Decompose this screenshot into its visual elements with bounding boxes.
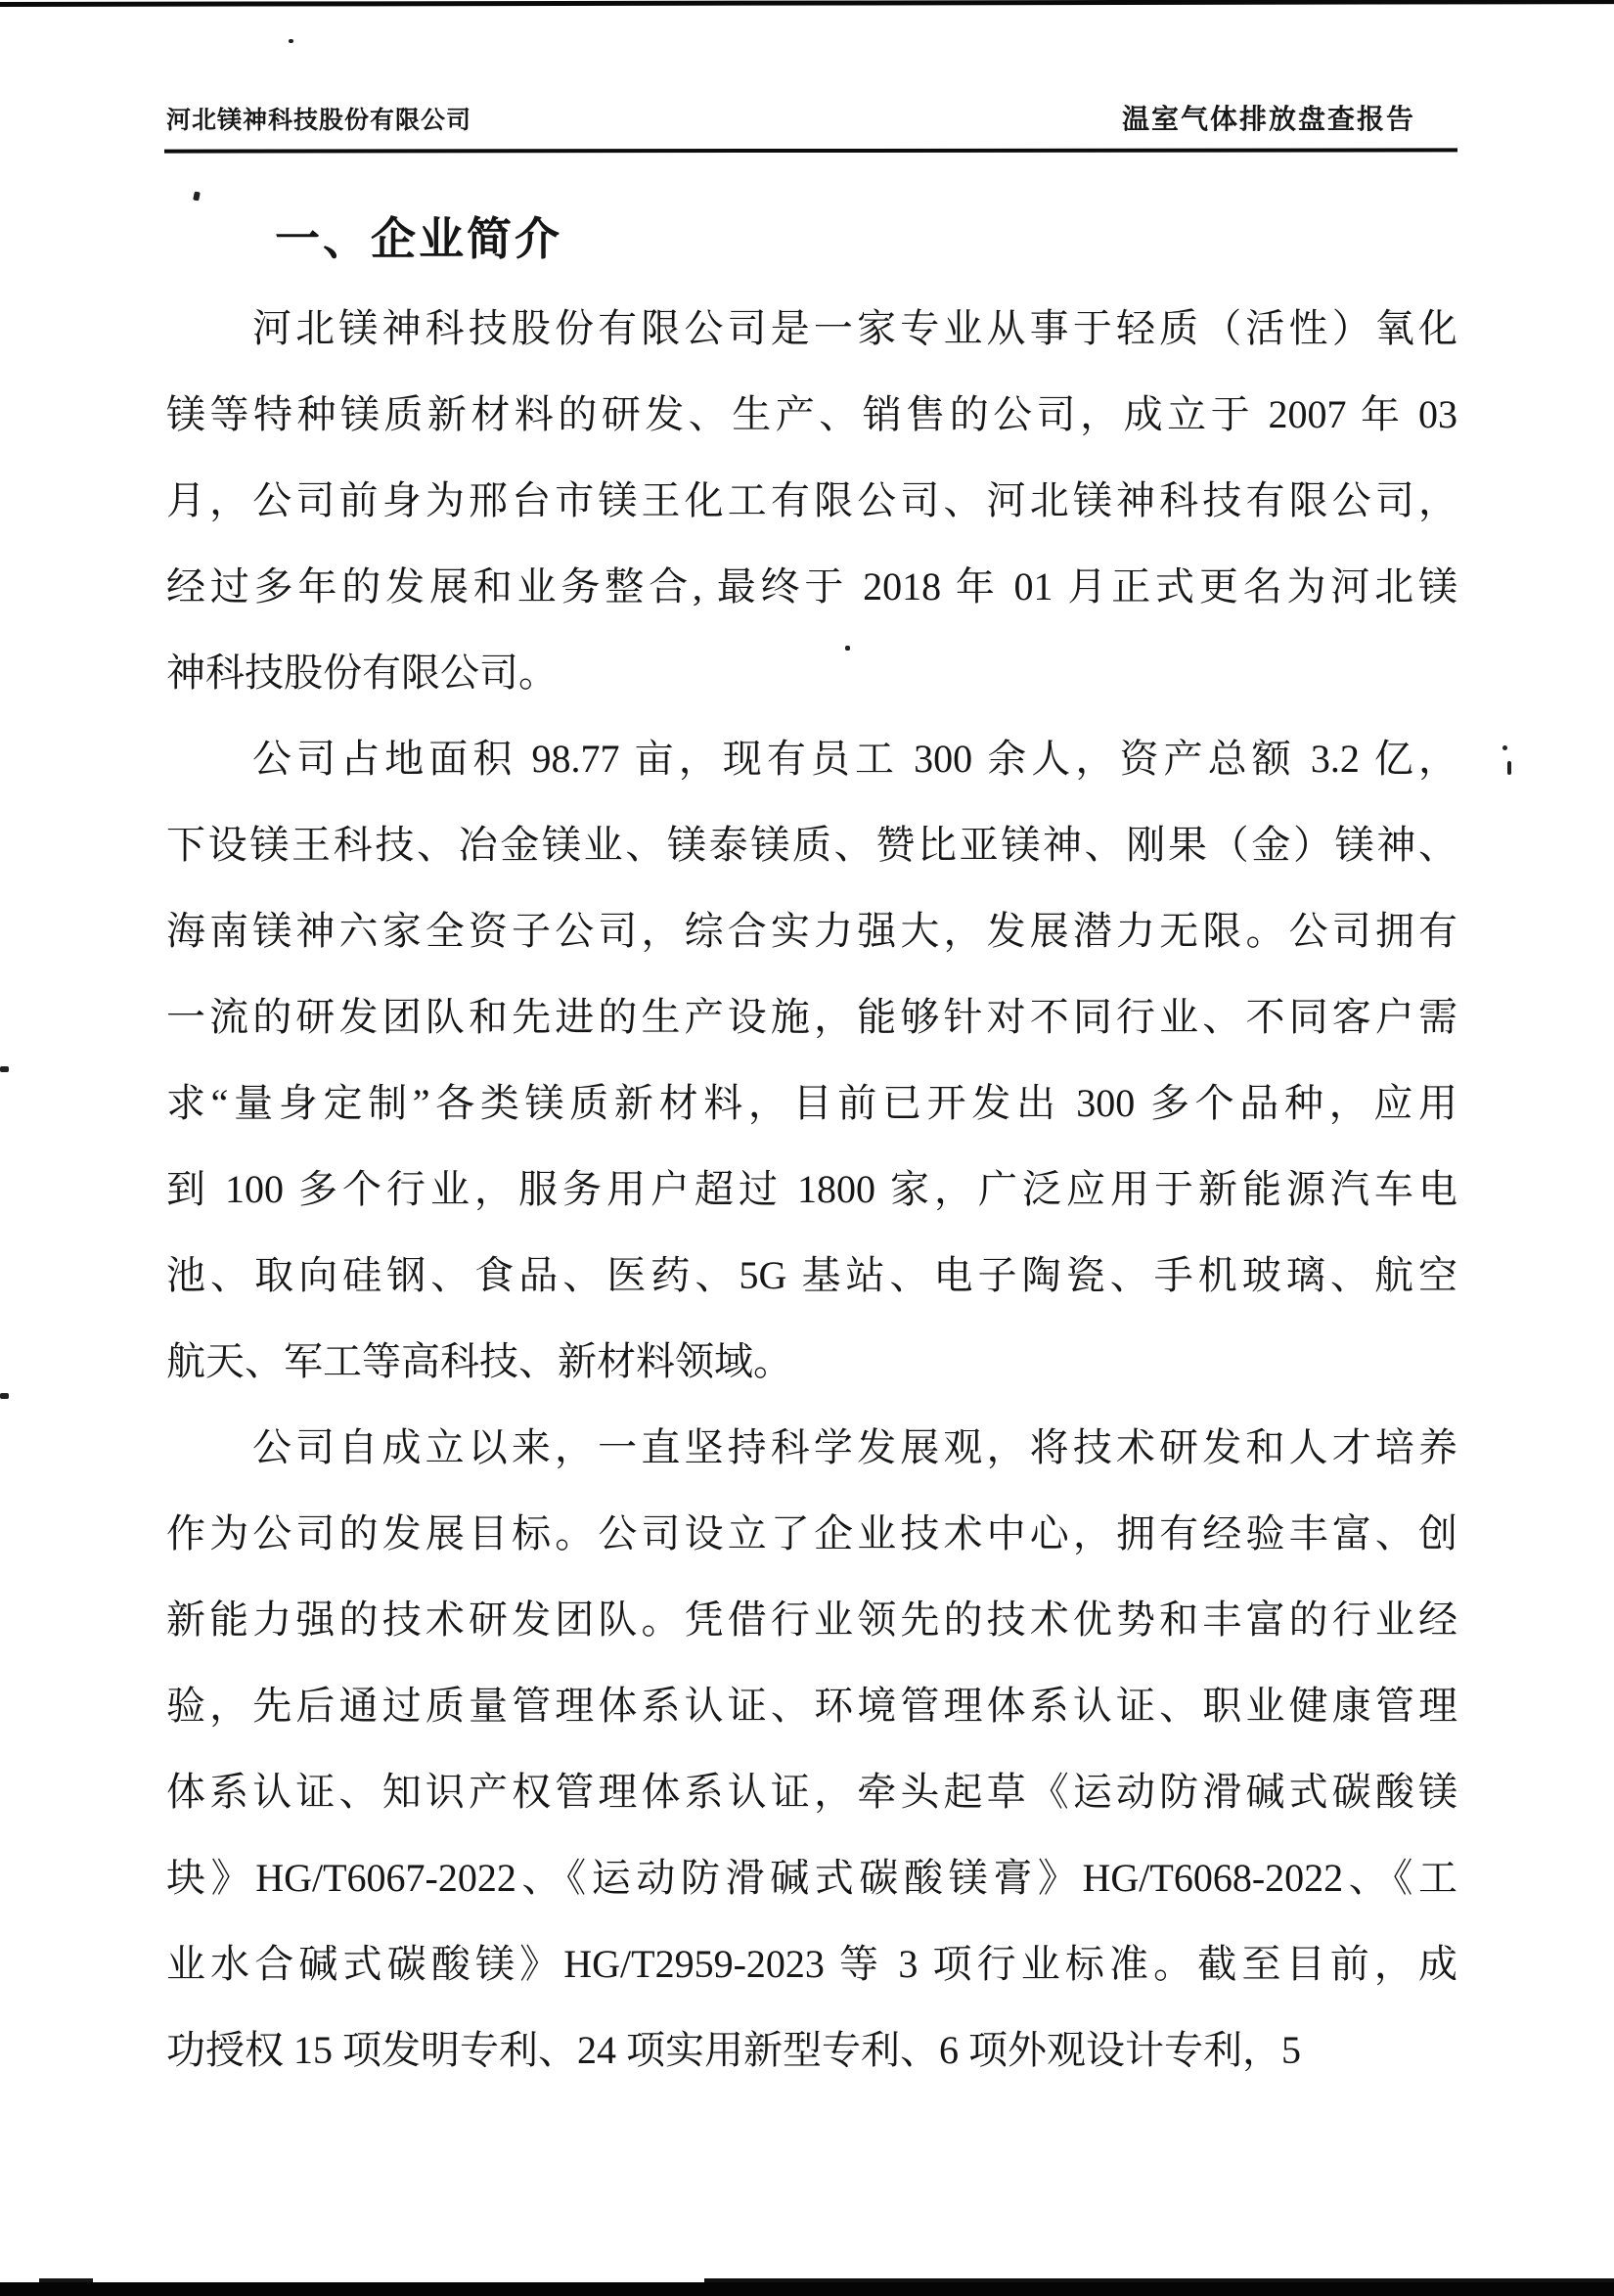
scan-speck [0, 1066, 9, 1072]
text-line: 池、取向硅钢、食品、医药、5G 基站、电子陶瓷、手机玻璃、航空 [166, 1253, 1457, 1297]
text-line: 公司占地面积 98.77 亩，现有员工 300 余人，资产总额 3.2 亿， [252, 737, 1457, 781]
text-line: 验，先后通过质量管理体系认证、环境管理体系认证、职业健康管理 [166, 1684, 1457, 1728]
paragraph-1 [166, 286, 1457, 716]
paragraph-3 [166, 1405, 1457, 2093]
text-line: 海南镁神六家全资子公司，综合实力强大，发展潜力无限。公司拥有 [166, 909, 1457, 953]
scan-speck [0, 1393, 9, 1399]
text-line: 河北镁神科技股份有限公司是一家专业从事于轻质（活性）氧化 [252, 306, 1457, 350]
text-line: 块》HG/T6067-2022、《运动防滑碱式碳酸镁膏》HG/T6068-2022、《工 [166, 1856, 1457, 1900]
section-title: 一、企业简介 [275, 214, 562, 264]
scan-speck [1502, 745, 1507, 750]
scan-edge-bottom-band [0, 2282, 1614, 2296]
text-line: 业水合碱式碳酸镁》HG/T2959-2023 等 3 项行业标准。截至目前，成 [166, 1942, 1457, 1986]
text-line: 公司自成立以来，一直坚持科学发展观，将技术研发和人才培养 [252, 1425, 1457, 1469]
text-line: 经过多年的发展和业务整合, 最终于 2018 年 01 月正式更名为河北镁 [166, 564, 1457, 608]
text-line: 功授权 15 项发明专利、24 项实用新型专利、6 项外观设计专利，5 [166, 2028, 1301, 2072]
scan-edge-top-line [0, 0, 1614, 7]
text-line: 下设镁王科技、冶金镁业、镁泰镁质、赞比亚镁神、刚果（金）镁神、 [166, 823, 1457, 867]
scan-speck [289, 39, 293, 43]
text-line: 月，公司前身为邢台市镁王化工有限公司、河北镁神科技有限公司， [166, 478, 1457, 522]
header-rule [164, 148, 1457, 153]
text-line: 到 100 多个行业，服务用户超过 1800 家，广泛应用于新能源汽车电 [166, 1167, 1457, 1211]
scan-speck [845, 646, 850, 651]
text-line: 航天、军工等高科技、新材料领域。 [166, 1339, 792, 1383]
scan-speck [1507, 761, 1511, 775]
text-line: 求“量身定制”各类镁质新材料，目前已开发出 300 多个品种，应用 [166, 1081, 1457, 1125]
text-line: 新能力强的技术研发团队。凭借行业领先的技术优势和丰富的行业经 [166, 1598, 1457, 1642]
header-report-title: 温室气体排放盘查报告 [1121, 104, 1415, 134]
paragraph-2 [166, 716, 1457, 1405]
text-line: 神科技股份有限公司。 [166, 651, 558, 695]
text-line: 一流的研发团队和先进的生产设施，能够针对不同行业、不同客户需 [166, 995, 1457, 1039]
text-line: 作为公司的发展目标。公司设立了企业技术中心，拥有经验丰富、创 [166, 1511, 1457, 1555]
document-body [166, 286, 1457, 2093]
text-line: 镁等特种镁质新材料的研发、生产、销售的公司，成立于 2007 年 03 [166, 392, 1457, 436]
header-company-name: 河北镁神科技股份有限公司 [166, 107, 472, 134]
scan-speck [193, 191, 201, 201]
text-line: 体系认证、知识产权管理体系认证，牵头起草《运动防滑碱式碳酸镁 [166, 1770, 1457, 1814]
